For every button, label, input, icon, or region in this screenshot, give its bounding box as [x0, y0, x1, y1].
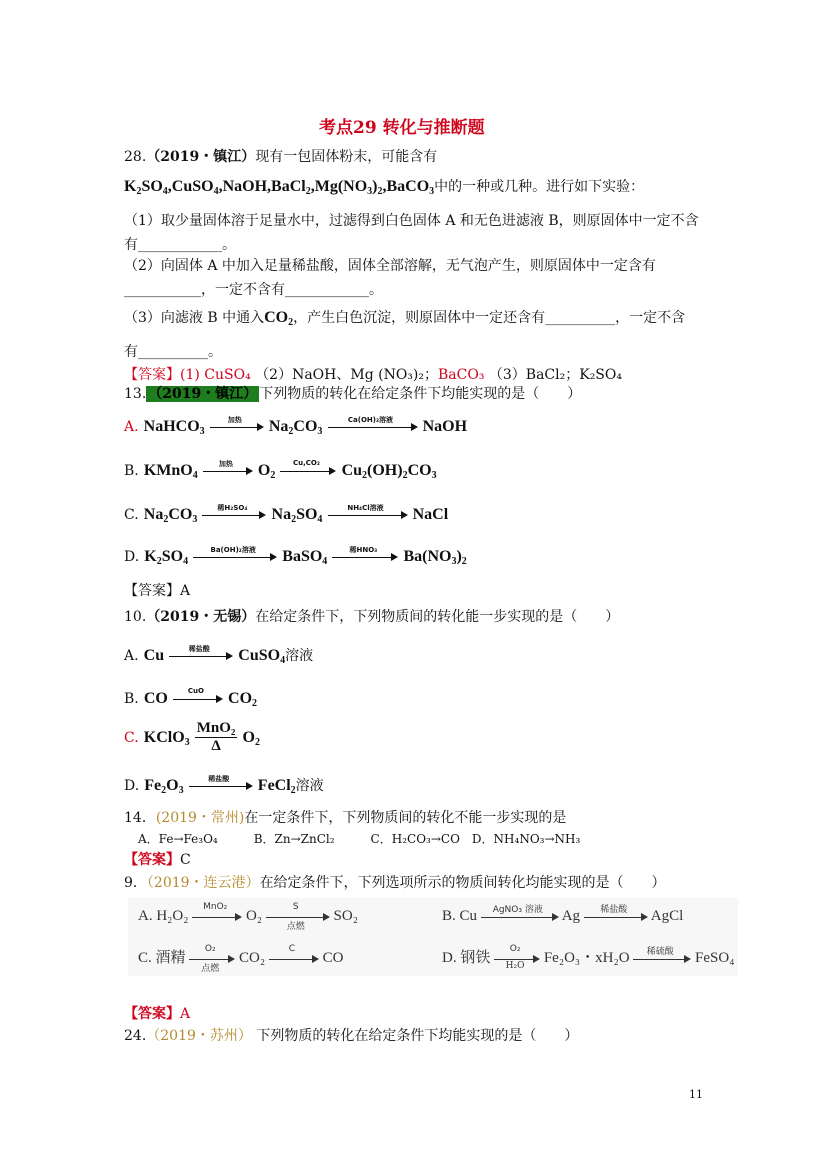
- q14-header: [124, 807, 566, 827]
- reaction-arrow: C: [269, 952, 319, 966]
- q24-header: [124, 1025, 578, 1045]
- q9-source: （2019・连云港）: [146, 875, 260, 891]
- reaction-arrow: 稀盐酸: [169, 649, 233, 663]
- q28-p1b: 有____________。: [124, 237, 236, 253]
- q14-answer-value: C: [180, 852, 191, 868]
- page-number: 11: [689, 1088, 703, 1101]
- reaction-arrow: AgNO₃ 溶液: [481, 910, 559, 924]
- q28-p3a: （3）向滤液 B 中通入: [124, 310, 265, 326]
- q28-p3-line: [124, 307, 685, 328]
- reaction-arrow: Ba(OH)₂溶液: [193, 550, 277, 564]
- q14-options: A．Fe→Fe₃O₄ B．Zn→ZnCl₂ C．H₂CO₃→CO D．NH₄NO₃→NH₃: [138, 832, 581, 846]
- reaction-arrow: S 点燃: [266, 910, 330, 924]
- q10-d-label: D.: [124, 778, 140, 794]
- reaction-arrow: 加热: [203, 464, 253, 478]
- q28-answer-2b: BaCO₃: [438, 367, 485, 383]
- q13-option-c: C. $Na_2CO_3$ 稀H₂SO₄ $Na_2SO_4$ NH₄Cl溶液 NaCl: [124, 503, 449, 525]
- reaction-arrow: $\frac{\text{O₂}}{\text{H₂O}}$: [494, 952, 540, 966]
- q10-option-a: A. Cu 稀盐酸 CuSO$_4$溶液: [124, 644, 314, 666]
- q10-a-suffix: 溶液: [285, 648, 314, 664]
- q14-answer-label: 【答案】: [124, 852, 180, 868]
- q14-stem: 在一定条件下，下列物质间的转化不能一步实现的是: [244, 810, 567, 826]
- reaction-arrow: 稀盐酸: [189, 779, 253, 793]
- reaction-arrow: 稀硫酸: [633, 952, 691, 966]
- q24-source: （2019・苏州）: [146, 1028, 252, 1044]
- q10-option-c: C. KClO$_3$ $\frac{\text{MnO₂}}{\Delta}$ $O_2$: [124, 720, 260, 754]
- q10-c-label: C.: [124, 730, 139, 746]
- reaction-arrow: 稀H₂SO₄: [202, 508, 266, 522]
- reaction-arrow: 稀盐酸: [584, 910, 648, 924]
- q9-number: 9．: [124, 875, 147, 891]
- reaction-arrow: Ca(OH)₂溶液: [328, 420, 418, 434]
- q28-p3b: ，产生白色沉淀，则原固体中一定还含有__________，一定不含: [293, 310, 686, 326]
- q9-option-d: D. 钢铁 $\frac{\text{O₂}}{\text{H₂O}}$ Fe₂O₃・xH₂O 稀硫酸 FeSO₄: [442, 943, 735, 971]
- q10-option-d: D. $Fe_2O_3$ 稀盐酸 FeCl$_2$溶液: [124, 774, 324, 796]
- q28-answer-3: （3）BaCl₂；K₂SO₄: [488, 367, 622, 383]
- q24-stem: 下列物质的转化在给定条件下均能实现的是（ ）: [256, 1028, 579, 1044]
- q28-formulas: $K_2SO_4,CuSO_4,NaOH,BaCl_2,Mg(NO_3)_2,BaCO_3$: [124, 178, 435, 197]
- q28-p1a: （1）取少量固体溶于足量水中，过滤得到白色固体 A 和无色进滤液 B，则原固体中一定不含: [124, 213, 699, 229]
- q10-b-label: B.: [124, 691, 139, 707]
- q28-p2b: ___________，一定不含有____________。: [124, 282, 383, 298]
- reaction-arrow: MnO₂: [192, 910, 242, 924]
- q10-source: （2019・无锡）: [146, 609, 256, 625]
- q9-option-b: B. Cu AgNO₃ 溶液 Ag 稀盐酸 AgCl: [442, 904, 684, 924]
- q13-b-label: B.: [124, 463, 139, 479]
- reaction-arrow: CuO: [173, 692, 223, 706]
- q13-number: 13.: [124, 386, 147, 402]
- q13-d-label: D.: [124, 549, 140, 565]
- q10-stem: 在给定条件下，下列物质间的转化能一步实现的是（ ）: [255, 609, 620, 625]
- q13-a-label: A.: [124, 419, 139, 435]
- q10-header: [124, 606, 619, 626]
- q28-formula-line: [124, 176, 644, 197]
- q24-number: 24.: [124, 1028, 147, 1044]
- q13-option-b: B. KMnO$_4$ 加热 $O_2$ Cu,CO₂ $Cu_2(OH)_2CO_3$: [124, 458, 437, 481]
- reaction-arrow: O₂ 点燃: [189, 952, 235, 966]
- q13-answer: 【答案】A: [124, 583, 191, 599]
- q9-option-a: A. H₂O₂ MnO₂ O₂ S 点燃 SO₂: [138, 901, 358, 932]
- q9-options-image: [128, 898, 738, 976]
- q28-answer-1: CuSO₄: [204, 367, 251, 383]
- page-title: 考点29 转化与推断题: [319, 118, 485, 138]
- reaction-arrow: Cu,CO₂: [280, 464, 336, 478]
- reaction-arrow: NH₄Cl溶液: [328, 508, 408, 522]
- q14-number: 14．: [124, 810, 156, 826]
- q9-option-c: C. 酒精 O₂ 点燃 CO₂ C CO: [138, 943, 344, 974]
- q28-suffix: 中的一种或几种。进行如下实验：: [434, 179, 645, 195]
- q13-source: （2019・镇江）: [148, 386, 258, 402]
- q9-header: [124, 872, 666, 892]
- q28-intro: 现有一包固体粉末，可能含有: [255, 149, 438, 165]
- q28-answer-label: 【答案】(1): [124, 367, 200, 383]
- reaction-arrow: 加热: [210, 420, 264, 434]
- q13-option-a: A. NaHCO$_3$ 加热 $Na_2CO_3$ Ca(OH)₂溶液 NaOH: [124, 415, 468, 437]
- q9-answer-label: 【答案】: [124, 1006, 180, 1022]
- q14-answer: [124, 849, 191, 869]
- q28-answer-2a: （2）NaOH、Mg (NO₃)₂；: [255, 367, 438, 383]
- q10-option-b: B. CO CuO $CO_2$: [124, 686, 258, 709]
- reaction-arrow: 稀HNO₃: [332, 550, 398, 564]
- q9-answer-value: A: [180, 1006, 191, 1022]
- q10-d-suffix: 溶液: [295, 778, 324, 794]
- q13-c-label: C.: [124, 507, 139, 523]
- q10-a-label: A.: [124, 648, 139, 664]
- q28-p3c: 有__________。: [124, 344, 222, 360]
- q10-c-condition: $\frac{\text{MnO₂}}{\Delta}$: [196, 720, 236, 754]
- q28-p2a: （2）向固体 A 中加入足量稀盐酸，固体全部溶解，无气泡产生，则原固体中一定含有: [124, 258, 656, 274]
- q9-stem: 在给定条件下，下列选项所示的物质间转化均能实现的是（ ）: [259, 875, 666, 891]
- q28-answer: [124, 364, 622, 384]
- q28-number: 28.: [124, 149, 147, 165]
- q13-header: [124, 383, 581, 403]
- q13-stem: 下列物质的转化在给定条件下均能实现的是（ ）: [259, 386, 582, 402]
- q10-number: 10.: [124, 609, 147, 625]
- q9-answer: [124, 1003, 190, 1023]
- q14-source: (2019・常州): [155, 810, 245, 826]
- co2-formula: $CO_2$: [264, 309, 294, 328]
- q13-option-d: D. $K_2SO_4$ Ba(OH)₂溶液 BaSO$_4$ 稀HNO₃ $Ba(NO_3)_2$: [124, 545, 467, 567]
- q28-header: [124, 146, 437, 166]
- q28-source: （2019・镇江）: [146, 149, 256, 165]
